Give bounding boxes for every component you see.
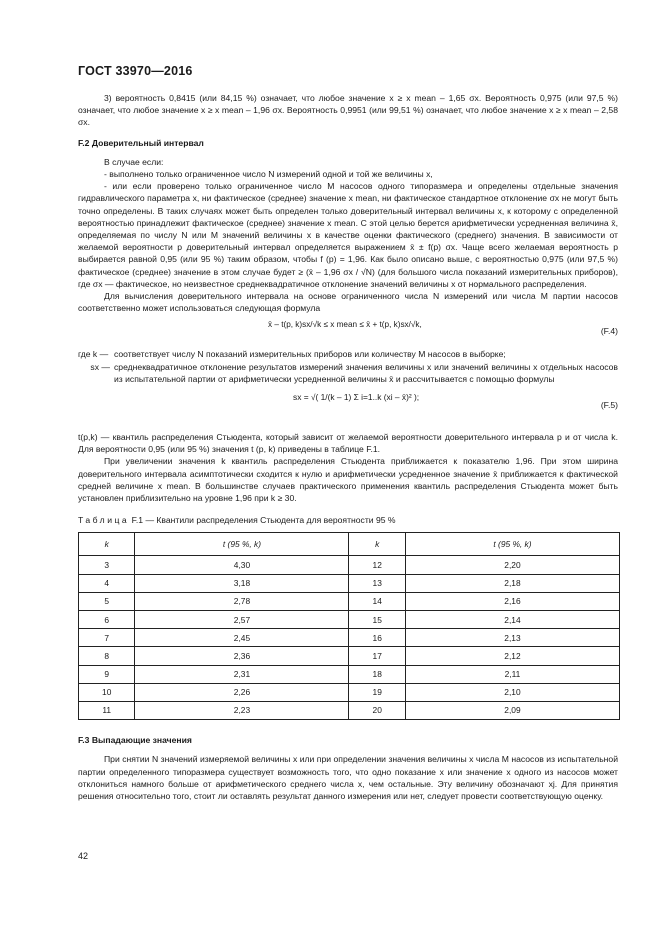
table-row xyxy=(79,629,620,647)
formula-f5-number: (F.5) xyxy=(600,400,618,411)
table-cell: 2,12 xyxy=(405,647,619,665)
table-cell: 2,23 xyxy=(135,701,349,719)
table-cell: 11 xyxy=(79,701,135,719)
table-cell: 2,31 xyxy=(135,665,349,683)
table-cell: 5 xyxy=(79,592,135,610)
conclusion-paragraph: При увеличении значения k квантиль распределения Стьюдента приближается к показателю 1,96. При этом ширина доверительного интервала асимптотически сходится к нулю и арифметически усредненное значение x̄ приближается к фактической средней величине x mean. В большинстве случаев практического применения квантиль распределения Стьюдента может быть установлен приблизительно на уровне 1,96 при k ≥ 30. xyxy=(78,456,618,504)
intro-paragraph: 3) вероятность 0,8415 (или 84,15 %) означает, что любое значение x ≥ x mean – 1,65 σx. Вероятность 0,975 (или 97,5 %) означает, что любое значение x ≥ x mean – 1,96 σx. Вероятность 0,9951 (или 99,51 %) означает, что любое значение x ≥ x mean – 2,58 σx. xyxy=(78,93,618,128)
definition-k-desc: соответствует числу N показаний измерительных приборов или количеству M насосов в выборке; xyxy=(114,349,506,360)
table-cell: 2,78 xyxy=(135,592,349,610)
table-row xyxy=(79,683,620,701)
table-caption-label: Таблица xyxy=(78,515,130,526)
page-body xyxy=(78,92,618,802)
table-header-row xyxy=(79,533,620,556)
formula-f4-number: (F.4) xyxy=(600,326,618,337)
formula-f5 xyxy=(78,387,618,429)
table-cell: 2,45 xyxy=(135,629,349,647)
table-header-cell: k xyxy=(349,533,405,556)
table-cell: 2,10 xyxy=(405,683,619,701)
table-cell: 6 xyxy=(79,611,135,629)
definition-k-term: где k — xyxy=(78,349,109,360)
table-cell: 13 xyxy=(349,574,405,592)
definition-sx xyxy=(78,361,618,385)
formula-f5-expression: sx = √( 1/(k – 1) Σ i=1..k (xi – x̄)² ); xyxy=(293,392,420,403)
table-cell: 9 xyxy=(79,665,135,683)
calc-intro: Для вычисления доверительного интервала на основе ограниченного числа N измерений или числа M партии насосов соответственно может использоваться следующая формула xyxy=(78,291,618,314)
table-cell: 12 xyxy=(349,556,405,574)
section-f2-title: F.2 Доверительный интервал xyxy=(78,137,204,148)
definition-sx-desc: среднеквадратичное отклонение результатов измерений значения величины x или значений величины x отдельных насосов из испытательной партии от арифметически усредненной величины x̄ и рассчитывается с помощью формулы xyxy=(114,361,618,384)
table-caption-text: F.1 — Квантили распределения Стьюдента для вероятности 95 % xyxy=(131,515,396,526)
table-row xyxy=(79,665,620,683)
table-cell: 2,11 xyxy=(405,665,619,683)
table-cell: 2,09 xyxy=(405,701,619,719)
table-cell: 2,13 xyxy=(405,629,619,647)
table-row xyxy=(79,556,620,574)
table-header-cell: t (95 %, k) xyxy=(135,533,349,556)
bullet-1: - выполнено только ограниченное число N измерений одной и той же величины x, xyxy=(104,169,433,180)
table-cell: 18 xyxy=(349,665,405,683)
table-cell: 2,14 xyxy=(405,611,619,629)
table-cell: 4 xyxy=(79,574,135,592)
table-cell: 16 xyxy=(349,629,405,647)
bullet-2: - или если проверено только ограниченное число M насосов одного типоразмера и определены отдельные значения гидравлического параметра x, ни фактическое (среднее) значение x mean, ни фактическое стандартное отклонение σx не могут быть точно определены. В таких случаях может быть определен только доверительный интервал величины x, к которому с определенной вероятностью принадлежит фактическое (среднее) значение x mean. С этой целью берется арифметически усредненная величина x̄, определяемая по числу N или M значений величины x в качестве оценки фактического (среднего) значения. В зависимости от желаемой вероятности p доверительный интервал определяется выражением x̄ ± f(p) σx. Чаще всего желаемая вероятность p выбирается равной 0,95 (или 95 %) таким образом, чтобы f (p) = 1,96. Как было описано выше, с вероятностью 0,975 (или 97,5 %) фактическое (среднее) значение в этом случае будет ≥ (x̄ – 1,96 σx / √N) (для большого числа показаний измерительных приборов), где σx — фактическое, но неизвестное среднеквадратичное отклонение значений величины x от нормального распределения. xyxy=(78,181,618,289)
table-row xyxy=(79,611,620,629)
table-cell: 10 xyxy=(79,683,135,701)
table-row xyxy=(79,647,620,665)
definition-t: t(p,k) — квантиль распределения Стьюдента, который зависит от желаемой вероятности доверительного интервала p и от числа k. Для вероятности 0,95 (или 95 %) значения t (p, k) приведены в таблице F.1. xyxy=(78,432,618,455)
table-cell: 3,18 xyxy=(135,574,349,592)
table-caption xyxy=(78,514,618,526)
student-quantile-table xyxy=(78,532,620,720)
table-header-cell: t (95 %, k) xyxy=(405,533,619,556)
definition-sx-term: sx — xyxy=(90,361,110,372)
table-cell: 2,36 xyxy=(135,647,349,665)
table-header-cell: k xyxy=(79,533,135,556)
table-cell: 15 xyxy=(349,611,405,629)
definition-k xyxy=(78,348,618,360)
table-cell: 14 xyxy=(349,592,405,610)
table-cell: 2,26 xyxy=(135,683,349,701)
table-row xyxy=(79,592,620,610)
table-row xyxy=(79,701,620,719)
table-cell: 2,57 xyxy=(135,611,349,629)
table-cell: 4,30 xyxy=(135,556,349,574)
table-cell: 19 xyxy=(349,683,405,701)
table-cell: 7 xyxy=(79,629,135,647)
table-cell: 2,16 xyxy=(405,592,619,610)
formula-f4 xyxy=(78,317,618,345)
table-cell: 20 xyxy=(349,701,405,719)
document-header: ГОСТ 33970—2016 xyxy=(78,64,193,78)
section-f3-text: При снятии N значений измеряемой величины x или при определении значения величины x числа M насосов из испытательной партии определенного типоразмера существует возможность того, что одно показание x или значение x одного из насосов может отклониться намного больше от арифметического среднего числа x, чем остальные. Эту величину обозначают xj. Для принятия решения относительно того, стоит ли оставлять результат данного измерения или нет, следует провести соответствующую оценку. xyxy=(78,754,618,801)
table-cell: 2,18 xyxy=(405,574,619,592)
case-intro: В случае если: xyxy=(104,156,164,167)
table-row xyxy=(79,574,620,592)
page-number: 42 xyxy=(78,851,89,861)
section-f3-title: F.3 Выпадающие значения xyxy=(78,735,192,746)
table-cell: 17 xyxy=(349,647,405,665)
table-cell: 8 xyxy=(79,647,135,665)
formula-f4-expression: x̄ – t(p, k)sx/√k ≤ x mean ≤ x̄ + t(p, k)sx/√k, xyxy=(268,320,422,330)
table-cell: 2,20 xyxy=(405,556,619,574)
table-cell: 3 xyxy=(79,556,135,574)
